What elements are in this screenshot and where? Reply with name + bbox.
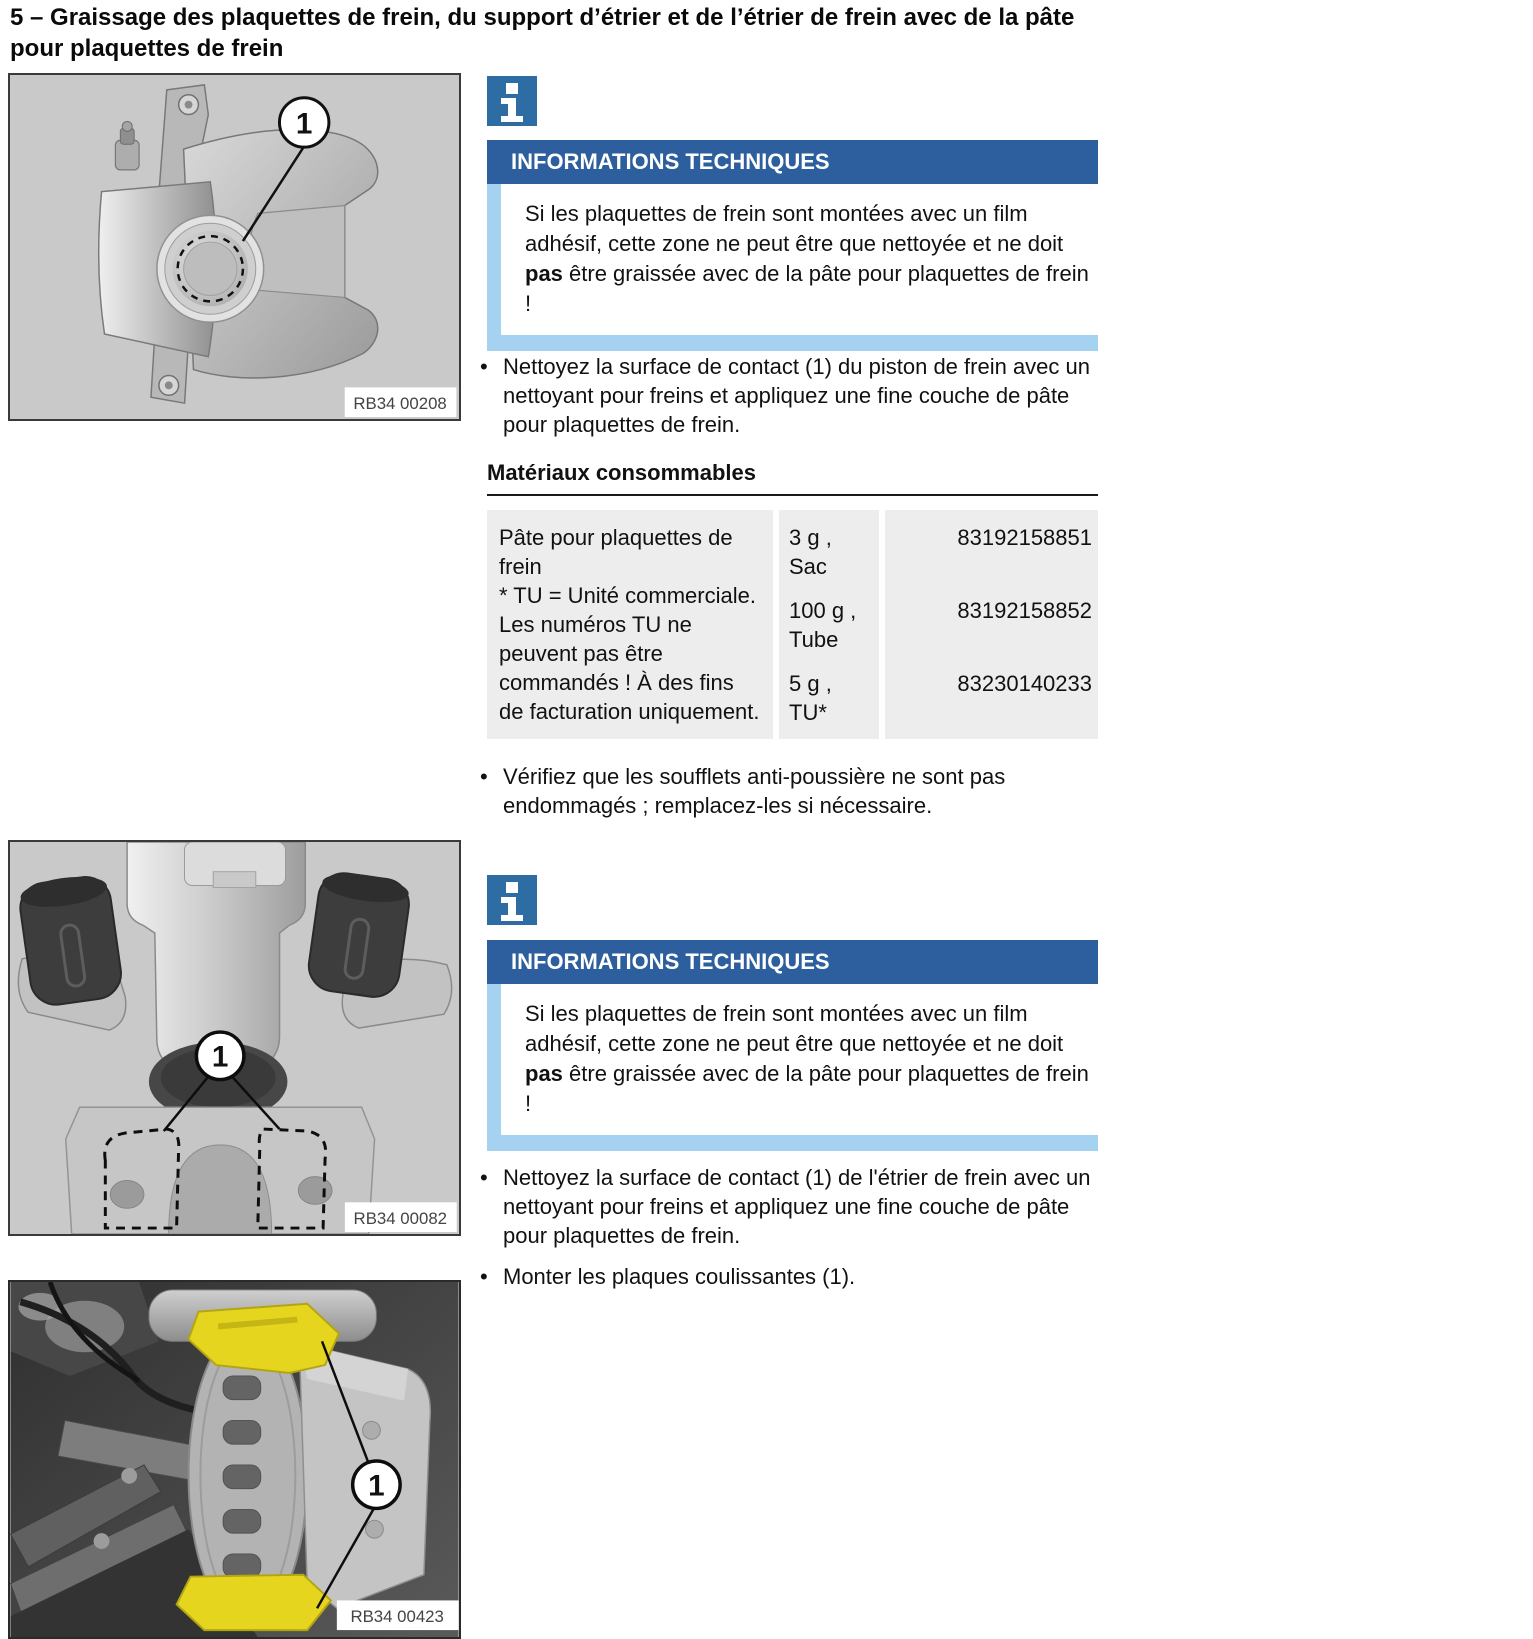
bullet-text: Nettoyez la surface de contact (1) du piston de frein avec un nettoyant pour freins et appliquez une fine couche de pâte pour plaquettes de frein. <box>503 354 1090 437</box>
bullet-text: Monter les plaques coulissantes (1). <box>503 1264 856 1289</box>
packaging: Tube <box>789 627 839 652</box>
info-text-before: Si les plaquettes de frein sont montées avec un film adhésif, cette zone ne peut être que nettoyée et ne doit <box>525 1001 1064 1056</box>
info-text-after: être graissée avec de la pâte pour plaquettes de frein ! <box>525 1061 1089 1116</box>
part-number: 83230140233 <box>957 671 1092 696</box>
info-text-bold: pas <box>525 1061 563 1086</box>
list-item <box>480 352 1098 439</box>
figure-sliding-plates-photo <box>8 1280 461 1639</box>
info-icon <box>487 875 537 925</box>
packaging: Sac <box>789 554 827 579</box>
page-title: 5 – Graissage des plaquettes de frein, du support d’étrier et de l’étrier de frein avec de la pâte pour plaquettes de frein <box>10 4 1075 62</box>
list-item <box>480 762 1098 820</box>
part-number: 83192158851 <box>957 525 1092 550</box>
sliding-plate-bottom <box>177 1575 331 1630</box>
material-qty-cell <box>779 510 879 583</box>
list-item <box>480 1163 1098 1250</box>
material-description-cell <box>487 510 773 739</box>
info-text-before: Si les plaquettes de frein sont montées avec un film adhésif, cette zone ne peut être que nettoyée et ne doit <box>525 201 1064 256</box>
callout-number: 1 <box>368 1469 385 1503</box>
info-text-bold: pas <box>525 261 563 286</box>
info-box-stripe <box>487 184 501 335</box>
info-box-bottom-bar <box>487 1135 1098 1151</box>
quantity: 3 g , <box>789 525 832 550</box>
material-qty-cell <box>779 583 879 656</box>
figure-ref: RB34 00082 <box>353 1209 448 1229</box>
info-box-header: INFORMATIONS TECHNIQUES <box>487 140 1098 184</box>
info-box <box>487 140 1098 351</box>
bullet-text: Vérifiez que les soufflets anti-poussière ne sont pas endommagés ; remplacez-les si nécessaire. <box>503 764 1006 818</box>
material-part-number-cell <box>885 583 1098 656</box>
info-box-stripe <box>487 984 501 1135</box>
info-icon <box>487 76 537 126</box>
info-box-bottom-bar <box>487 335 1098 351</box>
info-text-after: être graissée avec de la pâte pour plaquettes de frein ! <box>525 261 1089 316</box>
materials-table <box>487 510 1098 739</box>
bullet-dot <box>480 352 503 439</box>
sliding-plates-photo <box>10 1282 459 1637</box>
materials-heading: Matériaux consommables <box>487 460 1098 496</box>
guide-pin-boot-left <box>17 872 125 1008</box>
callout-number: 1 <box>211 1040 229 1074</box>
bullet-text: Nettoyez la surface de contact (1) de l'étrier de frein avec un nettoyant pour freins et appliquez une fine couche de pâte pour plaquettes de frein. <box>503 1165 1091 1248</box>
callout-number: 1 <box>295 107 313 141</box>
info-box <box>487 940 1098 1151</box>
info-box-header: INFORMATIONS TECHNIQUES <box>487 940 1098 984</box>
material-qty-cell <box>779 656 879 739</box>
material-note: * TU = Unité commerciale. Les numéros TU ne peuvent pas être commandés ! À des fins de facturation uniquement. <box>499 583 760 724</box>
material-part-number-cell <box>885 510 1098 583</box>
info-box-text <box>501 184 1098 335</box>
caliper-piston-illustration <box>10 75 459 419</box>
material-part-number-cell <box>885 656 1098 739</box>
packaging: TU* <box>789 700 827 725</box>
quantity: 100 g , <box>789 598 857 623</box>
bullet-dot <box>480 762 503 820</box>
list-item <box>480 1262 1098 1291</box>
bullet-dot <box>480 1163 503 1250</box>
bullet-dot <box>480 1262 503 1291</box>
guide-pin-boot-right <box>306 869 413 1000</box>
caliper-rear-illustration <box>10 842 459 1234</box>
figure-caliper-piston <box>8 73 461 421</box>
part-number: 83192158852 <box>957 598 1092 623</box>
figure-caliper-contact-surfaces <box>8 840 461 1236</box>
figure-ref: RB34 00208 <box>353 394 447 414</box>
info-box-text <box>501 984 1098 1135</box>
material-name: Pâte pour plaquettes de frein <box>499 525 733 579</box>
quantity: 5 g , <box>789 671 832 696</box>
figure-ref: RB34 00423 <box>350 1607 444 1627</box>
